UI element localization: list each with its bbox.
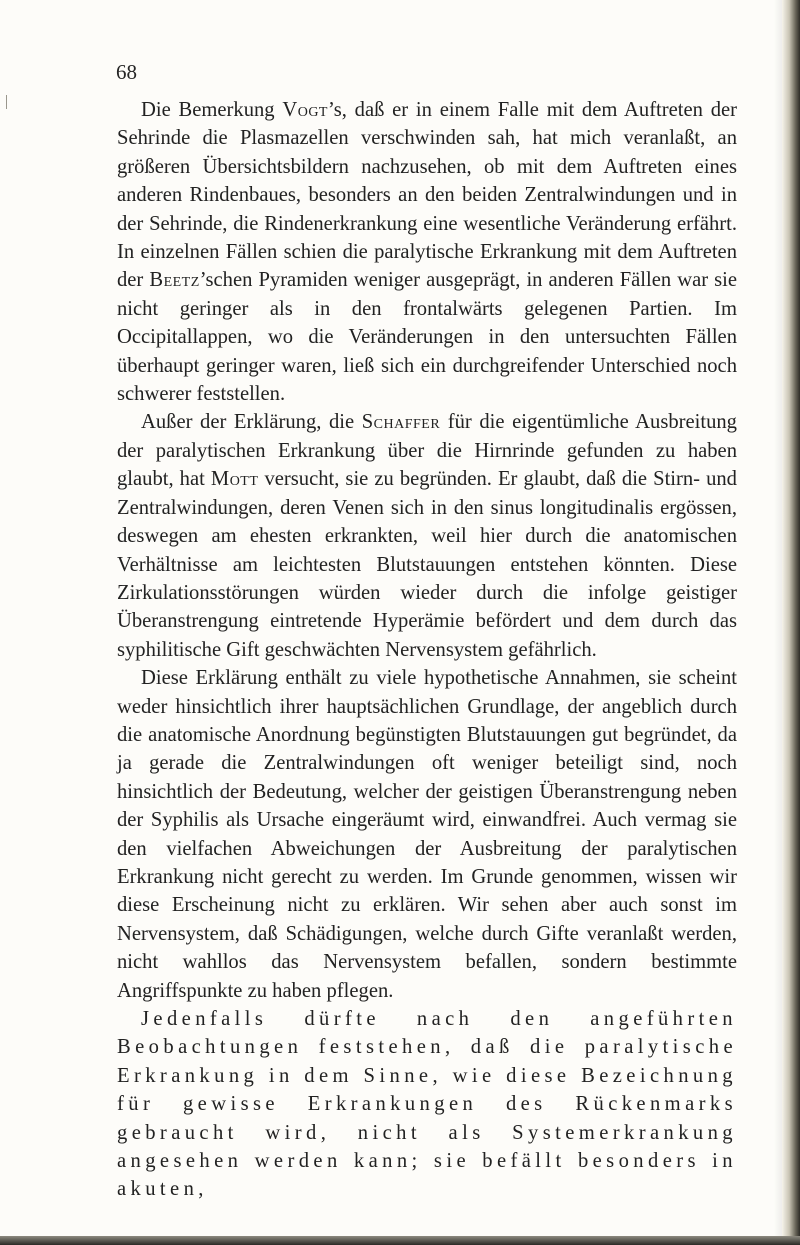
author-name: Schaffer [361, 411, 441, 434]
paragraph-2 [117, 408, 737, 664]
page-number: 68 [116, 60, 137, 84]
body-text [117, 96, 737, 1204]
page-edge-shadow [774, 0, 782, 1245]
text-run: versucht, sie zu begründen. Er glaubt, daß die Stirn- und Zentralwindungen, deren Venen sich in den sinus longitudinalis ergössen, deswegen am ehesten erkrankten, weil hier durch die anatomischen Verhältnisse am leichtesten Blutstauungen entstehen könnten. Diese Zirkulationsstörungen würden wieder durch die infolge geistiger Überanstrengung eintretende Hyperämie befördert und dem durch das syphilitische Gift geschwächten Nervensystem gefährlich. [117, 468, 737, 661]
text-run: Die Bemerkung [141, 99, 283, 121]
text-run: Außer der Erklärung, die [141, 411, 362, 434]
text-run: Jedenfalls dürfte nach den angeführten Beobachtungen feststehen, daß die paralytische Erkrankung in dem Sinne, wie diese Bezeichnung für gewisse Erkrankungen des Rückenmarks gebraucht wird, nicht als Systemerkrankung angesehen werden kann; sie befällt besonders in akuten, [117, 1008, 737, 1201]
text-run: ’s, daß er in einem Falle mit dem Auftreten der Sehrinde die Plasmazellen verschwinden sah, hat mich veranlaßt, an größeren Übersichtsbildern nachzusehen, ob mit dem Auftreten eines anderen Rindenbaues, besonders an den beiden Zentralwindungen und in der Sehrinde, die Rindenerkrankung eine wesentliche Veränderung erfährt. In einzelnen Fällen schien die paralytische Erkrankung mit dem Auftreten der [117, 99, 737, 292]
scan-mark [6, 95, 7, 109]
text-run: ’schen Pyramiden weniger ausgeprägt, in anderen Fällen war sie nicht geringer als in den frontalwärts gelegenen Partien. Im Occipitallappen, wo die Veränderungen in den untersuchten Fällen überhaupt geringer waren, ließ sich ein durchgreifender Unterschied noch schwerer feststellen. [117, 269, 738, 406]
paragraph-3 [117, 664, 737, 1005]
text-run: Diese Erklärung enthält zu viele hypothetische Annahmen, sie scheint weder hinsichtlich ihrer hauptsächlichen Grundlage, der angeblich durch die anatomische Anordnung begünstigten Blutstauungen gut begründet, da ja gerade die Zentralwindungen oft weniger beteiligt sind, noch hinsichtlich der Bedeutung, welcher der geistigen Überanstrengung neben der Syphilis als Ursache eingeräumt wird, einwandfrei. Auch vermag sie den vielfachen Abweichungen der Ausbreitung der paralytischen Erkrankung nicht gerecht zu werden. Im Grunde genommen, wissen wir diese Erscheinung nicht zu erklären. Wir sehen aber auch sonst im Nervensystem, daß Schädigungen, welche durch Gifte veranlaßt werden, nicht wahllos das Nervensystem befallen, sondern bestimmte Angriffspunkte zu haben pflegen. [117, 667, 737, 1002]
page-edge [782, 0, 800, 1245]
author-name: Mott [210, 468, 259, 491]
author-name: Vogt [282, 99, 328, 121]
paragraph-4 [117, 1005, 737, 1204]
text-run: für die eigentümliche Ausbreitung der paralytischen Erkrankung über die Hirnrinde gefunden zu haben glaubt, hat [117, 411, 737, 491]
author-name: Beetz [149, 269, 200, 292]
paragraph-1 [117, 96, 737, 408]
scan-bottom-edge [0, 1236, 800, 1245]
